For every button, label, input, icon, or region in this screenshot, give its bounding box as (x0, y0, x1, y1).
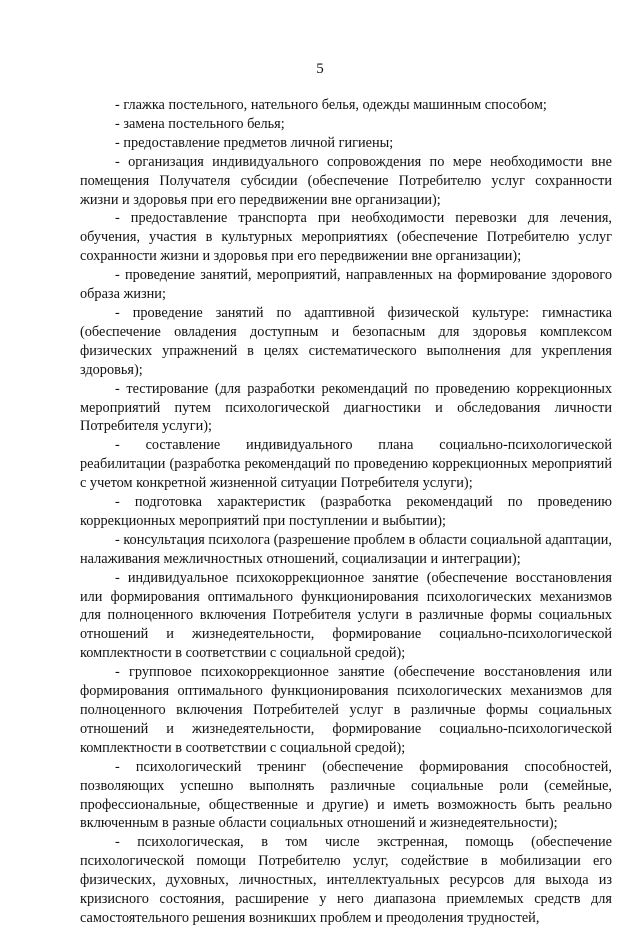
list-item: - составление индивидуального плана социально-психологической реабилитации (разработка рекомендаций по проведению коррекционных мероприятий с учетом конкретной жизненной ситуации Потребителя услуги); (80, 437, 612, 492)
list-item: - глажка постельного, нательного белья, одежды машинным способом; (115, 97, 547, 113)
list-item: - предоставление транспорта при необходимости перевозки для лечения, обучения, участия в культурных мероприятиях (обеспечение Потребителю услуг сохранности жизни и здоровья при его передвижении вне организации); (80, 210, 612, 265)
list-item: - проведение занятий по адаптивной физической культуре: гимнастика (обеспечение овладения доступным и безопасным для здоровья комплексом физических упражнений в целях систематического выполнения для укрепления здоровья); (80, 304, 612, 378)
list-item: - замена постельного белья; (115, 115, 285, 132)
list-item: - подготовка характеристик (разработка рекомендаций по проведению коррекционных мероприятий при поступлении и выбытии); (80, 494, 612, 529)
list-item: - психологическая, в том числе экстренная, помощь (обеспечение психологической помощи Потребителю услуг, содействие в мобилизации его физических, духовных, личностных, интеллектуальных ресурсов для выхода из кризисного состояния, расширение у него диапазона приемлемых средств для самостоятельного решения возникших проблем и преодоления трудностей, (80, 834, 612, 926)
list-item: - проведение занятий, мероприятий, направленных на формирование здорового образа жизни; (80, 267, 612, 303)
list-item: - предоставление предметов личной гигиены; (115, 134, 394, 151)
list-item: - организация индивидуального сопровождения по мере необходимости вне помещения Получателя субсидии (обеспечение Потребителю услуг сохранности жизни и здоровья при его передвижении вне организации); (80, 153, 612, 208)
list-item: - тестирование (для разработки рекомендаций по проведению коррекционных мероприятий путем психологической диагностики и обследования личности Потребителя услуги); (80, 380, 612, 435)
list-item: - психологический тренинг (обеспечение формирования способностей, позволяющих успешно выполнять различные социальные роли (семейные, профессиональные, общественные и другие) и иметь возможность быть реально включенным в разные области социальных отношений и жизнедеятельности); (80, 758, 612, 832)
page-number: 5 (316, 61, 324, 77)
list-item: - индивидуальное психокоррекционное занятие (обеспечение восстановления или формирования оптимального функционирования психологических механизмов для полноценного включения Потребителя услуги в различные формы социальных отношений и жизнедеятельности, формирование социально-психологической комплектности в соответствии с социальной средой); (80, 569, 612, 662)
document-body (80, 96, 612, 928)
list-item: - групповое психокоррекционное занятие (обеспечение восстановления или формирования оптимального функционирования психологических механизмов для полноценного включения Потребителей услуг в различные формы социальных отношений и жизнедеятельности, формирование социально-психологической комплектности в соответствии с социальной средой); (80, 664, 612, 756)
list-item: - консультация психолога (разрешение проблем в области социальной адаптации, налаживания межличностных отношений, социализации и интеграции); (80, 531, 612, 567)
